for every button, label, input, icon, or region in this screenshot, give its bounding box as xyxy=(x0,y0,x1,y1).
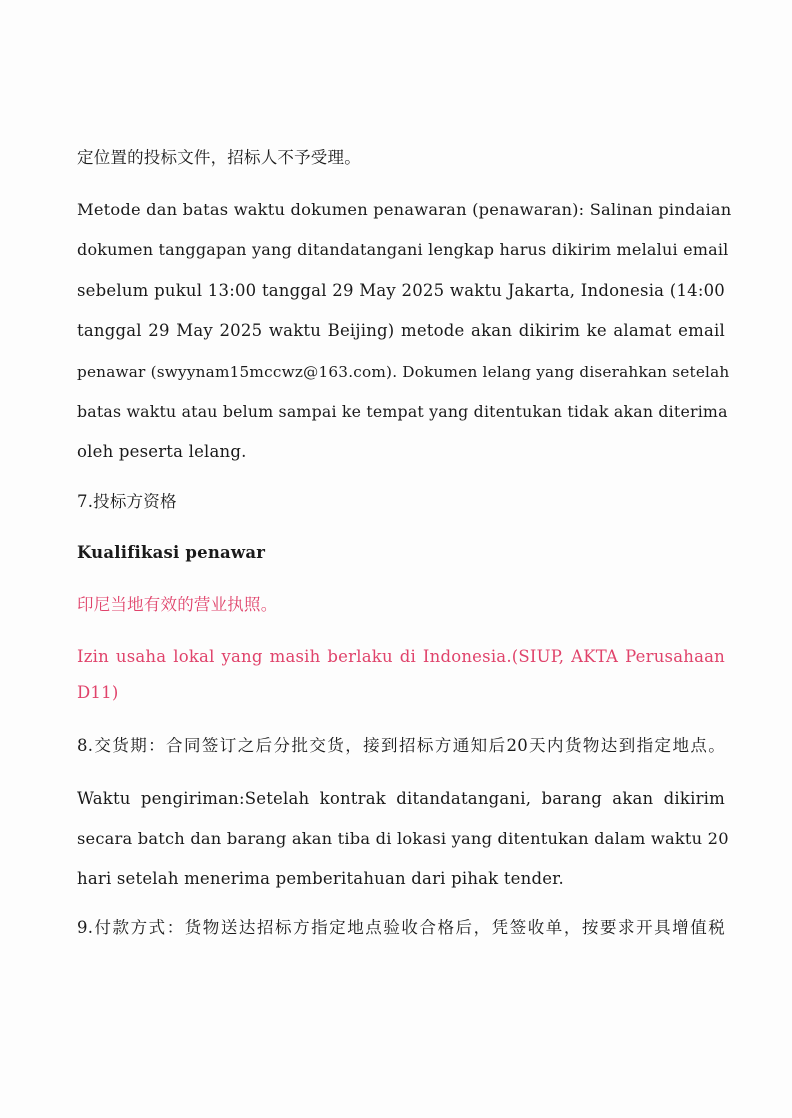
method-paragraph-line-1: Metode dan batas waktu dokumen penawaran (penawaran): Salinan pindaian xyxy=(77,200,732,219)
delivery-paragraph-line-2: secara batch dan barang akan tiba di lokasi yang ditentukan dalam waktu 20 xyxy=(77,829,729,848)
qualification-red-chinese: 印尼当地有效的营业执照。 xyxy=(77,595,278,614)
delivery-paragraph-line-1: Waktu pengiriman:Setelah kontrak ditandatangani, barang akan dikirim xyxy=(77,789,725,808)
section-9-title: 9.付款方式：货物送达招标方指定地点验收合格后，凭签收单，按要求开具增值税 xyxy=(77,918,725,937)
method-paragraph-line-2: dokumen tanggapan yang ditandatangani lengkap harus dikirim melalui email xyxy=(77,240,729,259)
section-8-title: 8.交货期：合同签订之后分批交货，接到招标方通知后20天内货物达到指定地点。 xyxy=(77,736,725,755)
method-paragraph-line-4: tanggal 29 May 2025 waktu Beijing) metode akan dikirim ke alamat email xyxy=(77,321,725,340)
method-paragraph-line-6: batas waktu atau belum sampai ke tempat yang ditentukan tidak akan diterima xyxy=(77,402,728,421)
section-7-subtitle: Kualifikasi penawar xyxy=(77,543,266,562)
method-paragraph-line-7: oleh peserta lelang. xyxy=(77,442,247,461)
qualification-red-indonesian-line-2: D11) xyxy=(77,683,119,702)
delivery-paragraph-line-3: hari setelah menerima pemberitahuan dari pihak tender. xyxy=(77,869,564,888)
qualification-red-indonesian-line-1: Izin usaha lokal yang masih berlaku di Indonesia.(SIUP, AKTA Perusahaan xyxy=(77,647,725,666)
method-paragraph-line-5: penawar (swyynam15mccwz@163.com). Dokumen lelang yang diserahkan setelah xyxy=(77,363,730,381)
method-paragraph-line-3: sebelum pukul 13:00 tanggal 29 May 2025 waktu Jakarta, Indonesia (14:00 xyxy=(77,281,725,300)
continued-text-line: 定位置的投标文件，招标人不予受理。 xyxy=(77,148,361,167)
section-7-title: 7.投标方资格 xyxy=(77,492,177,511)
